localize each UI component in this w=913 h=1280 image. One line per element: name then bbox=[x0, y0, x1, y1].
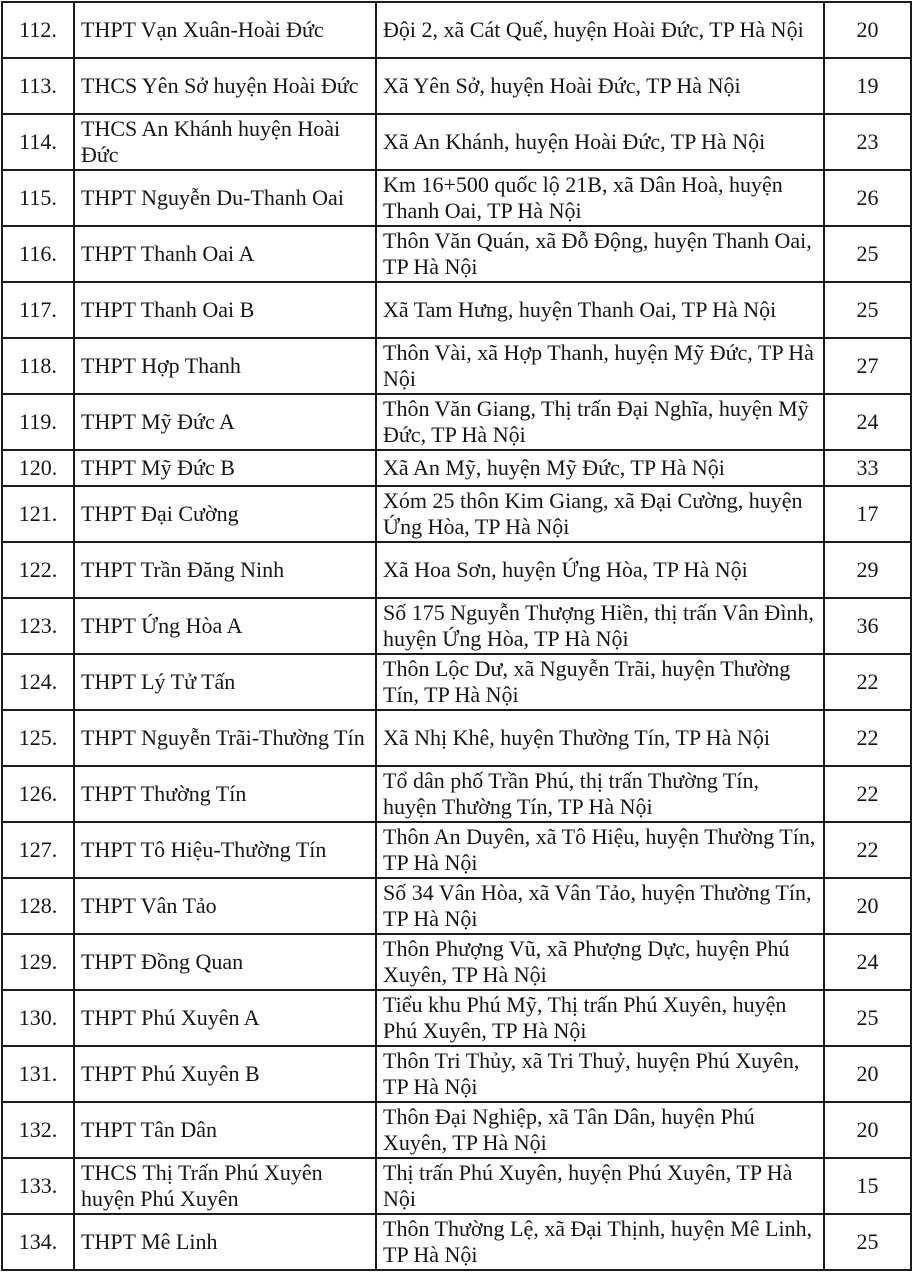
row-count: 19 bbox=[824, 58, 911, 114]
school-address: Tiểu khu Phú Mỹ, Thị trấn Phú Xuyên, huyện Phú Xuyên, TP Hà Nội bbox=[376, 990, 824, 1046]
table-body bbox=[2, 2, 911, 1270]
row-count: 20 bbox=[824, 2, 911, 58]
school-address: Thôn Lộc Dư, xã Nguyễn Trãi, huyện Thường Tín, TP Hà Nội bbox=[376, 654, 824, 710]
table-row bbox=[2, 878, 911, 934]
table-row bbox=[2, 338, 911, 394]
row-count: 23 bbox=[824, 114, 911, 170]
school-name: THPT Đồng Quan bbox=[74, 934, 376, 990]
school-name: THPT Vạn Xuân-Hoài Đức bbox=[74, 2, 376, 58]
school-name: THPT Nguyễn Trãi-Thường Tín bbox=[74, 710, 376, 766]
row-number: 129. bbox=[2, 934, 74, 990]
row-number: 117. bbox=[2, 282, 74, 338]
school-address: Xã An Mỹ, huyện Mỹ Đức, TP Hà Nội bbox=[376, 450, 824, 486]
school-name: THCS Thị Trấn Phú Xuyên huyện Phú Xuyên bbox=[74, 1158, 376, 1214]
row-number: 119. bbox=[2, 394, 74, 450]
school-name: THPT Lý Tử Tấn bbox=[74, 654, 376, 710]
row-count: 22 bbox=[824, 766, 911, 822]
school-name: THPT Mỹ Đức B bbox=[74, 450, 376, 486]
school-name: THPT Mỹ Đức A bbox=[74, 394, 376, 450]
school-name: THCS An Khánh huyện Hoài Đức bbox=[74, 114, 376, 170]
school-name: THPT Hợp Thanh bbox=[74, 338, 376, 394]
row-count: 20 bbox=[824, 1102, 911, 1158]
school-address: Thôn Văn Giang, Thị trấn Đại Nghĩa, huyện Mỹ Đức, TP Hà Nội bbox=[376, 394, 824, 450]
row-count: 29 bbox=[824, 542, 911, 598]
school-name: THPT Tân Dân bbox=[74, 1102, 376, 1158]
school-address: Thôn Vài, xã Hợp Thanh, huyện Mỹ Đức, TP Hà Nội bbox=[376, 338, 824, 394]
table-row bbox=[2, 990, 911, 1046]
school-name: THPT Mê Linh bbox=[74, 1214, 376, 1270]
row-count: 20 bbox=[824, 1046, 911, 1102]
school-list-table bbox=[1, 1, 912, 1271]
table-row bbox=[2, 394, 911, 450]
school-address: Xã Tam Hưng, huyện Thanh Oai, TP Hà Nội bbox=[376, 282, 824, 338]
school-name: THPT Ứng Hòa A bbox=[74, 598, 376, 654]
table-row bbox=[2, 450, 911, 486]
row-number: 128. bbox=[2, 878, 74, 934]
table-row bbox=[2, 766, 911, 822]
school-address: Thôn Tri Thủy, xã Tri Thuỷ, huyện Phú Xuyên, TP Hà Nội bbox=[376, 1046, 824, 1102]
school-address: Thị trấn Phú Xuyên, huyện Phú Xuyên, TP Hà Nội bbox=[376, 1158, 824, 1214]
row-count: 22 bbox=[824, 654, 911, 710]
row-number: 114. bbox=[2, 114, 74, 170]
school-address: Thôn An Duyên, xã Tô Hiệu, huyện Thường Tín, TP Hà Nội bbox=[376, 822, 824, 878]
school-name: THCS Yên Sở huyện Hoài Đức bbox=[74, 58, 376, 114]
row-number: 134. bbox=[2, 1214, 74, 1270]
row-count: 33 bbox=[824, 450, 911, 486]
row-count: 15 bbox=[824, 1158, 911, 1214]
table-row bbox=[2, 486, 911, 542]
row-number: 116. bbox=[2, 226, 74, 282]
table-row bbox=[2, 1102, 911, 1158]
table-row bbox=[2, 2, 911, 58]
row-count: 27 bbox=[824, 338, 911, 394]
school-name: THPT Thanh Oai B bbox=[74, 282, 376, 338]
table-row bbox=[2, 282, 911, 338]
row-number: 113. bbox=[2, 58, 74, 114]
table-row bbox=[2, 1214, 911, 1270]
school-address: Thôn Phượng Vũ, xã Phượng Dực, huyện Phú Xuyên, TP Hà Nội bbox=[376, 934, 824, 990]
row-count: 25 bbox=[824, 990, 911, 1046]
row-number: 124. bbox=[2, 654, 74, 710]
school-name: THPT Đại Cường bbox=[74, 486, 376, 542]
school-name: THPT Vân Tảo bbox=[74, 878, 376, 934]
table-row bbox=[2, 226, 911, 282]
row-count: 36 bbox=[824, 598, 911, 654]
row-number: 131. bbox=[2, 1046, 74, 1102]
table-row bbox=[2, 934, 911, 990]
school-address: Tổ dân phố Trần Phú, thị trấn Thường Tín, huyện Thường Tín, TP Hà Nội bbox=[376, 766, 824, 822]
row-number: 126. bbox=[2, 766, 74, 822]
row-number: 115. bbox=[2, 170, 74, 226]
row-count: 25 bbox=[824, 226, 911, 282]
row-count: 24 bbox=[824, 394, 911, 450]
row-count: 25 bbox=[824, 282, 911, 338]
row-count: 22 bbox=[824, 710, 911, 766]
school-address: Thôn Đại Nghiệp, xã Tân Dân, huyện Phú Xuyên, TP Hà Nội bbox=[376, 1102, 824, 1158]
school-address: Xã An Khánh, huyện Hoài Đức, TP Hà Nội bbox=[376, 114, 824, 170]
row-count: 17 bbox=[824, 486, 911, 542]
school-name: THPT Tô Hiệu-Thường Tín bbox=[74, 822, 376, 878]
school-address: Đội 2, xã Cát Quế, huyện Hoài Đức, TP Hà Nội bbox=[376, 2, 824, 58]
table-row bbox=[2, 1046, 911, 1102]
school-address: Thôn Thường Lệ, xã Đại Thịnh, huyện Mê Linh, TP Hà Nội bbox=[376, 1214, 824, 1270]
row-number: 130. bbox=[2, 990, 74, 1046]
row-number: 133. bbox=[2, 1158, 74, 1214]
table-row bbox=[2, 114, 911, 170]
row-number: 122. bbox=[2, 542, 74, 598]
school-address: Xã Nhị Khê, huyện Thường Tín, TP Hà Nội bbox=[376, 710, 824, 766]
school-name: THPT Trần Đăng Ninh bbox=[74, 542, 376, 598]
school-address: Xã Yên Sở, huyện Hoài Đức, TP Hà Nội bbox=[376, 58, 824, 114]
row-count: 22 bbox=[824, 822, 911, 878]
table-row bbox=[2, 58, 911, 114]
table-row bbox=[2, 654, 911, 710]
table-row bbox=[2, 598, 911, 654]
table-row bbox=[2, 710, 911, 766]
row-count: 24 bbox=[824, 934, 911, 990]
school-name: THPT Thường Tín bbox=[74, 766, 376, 822]
row-number: 127. bbox=[2, 822, 74, 878]
school-address: Số 34 Vân Hòa, xã Vân Tảo, huyện Thường Tín, TP Hà Nội bbox=[376, 878, 824, 934]
row-count: 20 bbox=[824, 878, 911, 934]
table-row bbox=[2, 822, 911, 878]
row-number: 121. bbox=[2, 486, 74, 542]
school-address: Xã Hoa Sơn, huyện Ứng Hòa, TP Hà Nội bbox=[376, 542, 824, 598]
school-address: Km 16+500 quốc lộ 21B, xã Dân Hoà, huyện Thanh Oai, TP Hà Nội bbox=[376, 170, 824, 226]
row-number: 112. bbox=[2, 2, 74, 58]
table-row bbox=[2, 1158, 911, 1214]
row-number: 118. bbox=[2, 338, 74, 394]
school-name: THPT Nguyễn Du-Thanh Oai bbox=[74, 170, 376, 226]
table-row bbox=[2, 542, 911, 598]
school-address: Xóm 25 thôn Kim Giang, xã Đại Cường, huyện Ứng Hòa, TP Hà Nội bbox=[376, 486, 824, 542]
school-name: THPT Phú Xuyên A bbox=[74, 990, 376, 1046]
row-number: 123. bbox=[2, 598, 74, 654]
school-address: Thôn Văn Quán, xã Đỗ Động, huyện Thanh Oai, TP Hà Nội bbox=[376, 226, 824, 282]
school-address: Số 175 Nguyễn Thượng Hiền, thị trấn Vân Đình, huyện Ứng Hòa, TP Hà Nội bbox=[376, 598, 824, 654]
row-number: 132. bbox=[2, 1102, 74, 1158]
row-count: 25 bbox=[824, 1214, 911, 1270]
school-name: THPT Phú Xuyên B bbox=[74, 1046, 376, 1102]
row-number: 120. bbox=[2, 450, 74, 486]
row-count: 26 bbox=[824, 170, 911, 226]
school-name: THPT Thanh Oai A bbox=[74, 226, 376, 282]
row-number: 125. bbox=[2, 710, 74, 766]
table-row bbox=[2, 170, 911, 226]
